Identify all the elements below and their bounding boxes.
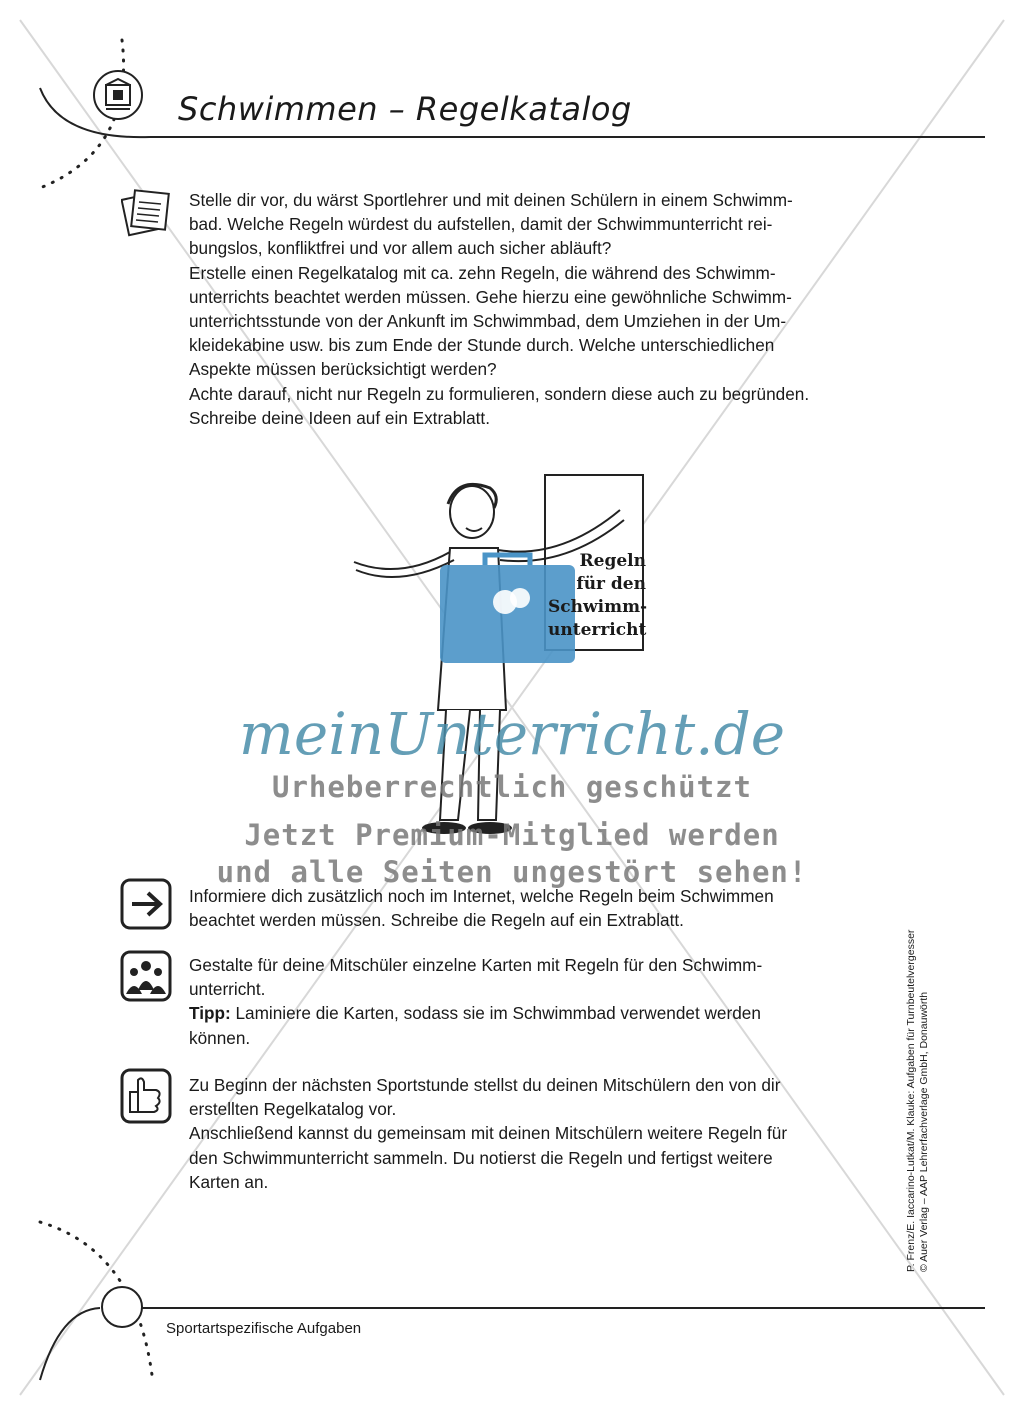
task-main-line: Stelle dir vor, du wärst Sportlehrer und mit deinen Schülern in einem Schwimm- (189, 190, 793, 210)
sign-text (548, 550, 646, 642)
task-main-line: unterrichtsstunde von der Ankunft im Schwimmbad, dem Umziehen in der Um- (189, 311, 787, 332)
worksheet-icon (121, 186, 173, 238)
credit-line: © Auer Verlag – AAP Lehrerfachverlage GmbH, Donauwörth (918, 991, 930, 1272)
copyright-credit (905, 929, 931, 1272)
task-present-line: erstellten Regelkatalog vor. (189, 1099, 397, 1120)
task-main-line: Erstelle einen Regelkatalog mit ca. zehn Regeln, die während des Schwimm- (189, 262, 776, 283)
task-main-line: unterrichts beachtet werden müssen. Gehe hierzu eine gewöhnliche Schwimm- (189, 286, 792, 307)
task-main-line: Achte darauf, nicht nur Regeln zu formulieren, sondern diese auch zu begründen. (189, 383, 810, 404)
sign-line: für den (576, 574, 646, 594)
task-cards-line: unterricht. (189, 979, 266, 1000)
tip-text: Laminiere die Karten, sodass sie im Schwimmbad verwendet werden (230, 1003, 761, 1024)
task-internet-line: Informiere dich zusätzlich noch im Internet, welche Regeln beim Schwimmen (189, 886, 774, 906)
arrow-right-icon (120, 878, 172, 930)
task-main-text (189, 188, 899, 430)
task-present-text (189, 1073, 879, 1194)
watermark-line: Jetzt Premium-Mitglied werden (244, 818, 780, 852)
task-cards-text (189, 953, 869, 1050)
task-cards-line: können. (189, 1027, 251, 1048)
group-icon (120, 950, 172, 1002)
tip-label: Tipp: (189, 1003, 231, 1024)
thumbs-up-icon (120, 1068, 172, 1124)
task-cards-line: Gestalte für deine Mitschüler einzelne Karten mit Regeln für den Schwimm- (189, 955, 763, 975)
task-internet-text (189, 884, 869, 932)
task-main-line: kleidekabine usw. bis zum Ende der Stunde durch. Welche unterschiedlichen (189, 335, 775, 356)
task-main-line: Aspekte müssen berücksichtigt werden? (189, 359, 497, 380)
page-title: Schwimmen – Regelkatalog (178, 90, 632, 128)
task-cards-tip (189, 1001, 869, 1025)
sign-line: unterricht (548, 620, 647, 640)
task-main-line: bad. Welche Regeln würdest du aufstellen, damit der Schwimmunterricht rei- (189, 214, 773, 235)
task-main-line: bungslos, konfliktfrei und vor allem auch sicher abläuft? (189, 238, 612, 259)
task-present-line: den Schwimmunterricht sammeln. Du notierst die Regeln und fertigst weitere (189, 1147, 773, 1168)
task-internet-line: beachtet werden müssen. Schreibe die Regeln auf ein Extrablatt. (189, 910, 684, 931)
lock-icon (100, 77, 136, 113)
task-present-line: Karten an. (189, 1171, 269, 1192)
watermark-line: Urheberrechtlich geschützt (272, 770, 752, 804)
sign-line: Schwimm- (548, 597, 648, 617)
task-present-line: Anschließend kannst du gemeinsam mit deinen Mitschülern weitere Regeln für (189, 1123, 788, 1144)
watermark-brand: meinUnterricht.de (238, 700, 786, 768)
footer-section-label: Sportartspezifische Aufgaben (166, 1320, 362, 1337)
credit-line: P. Frenz/E. Iaccarino-Lutkat/M. Klauke: Aufgaben für Turnbeutelvergesser (905, 929, 917, 1272)
task-present-line: Zu Beginn der nächsten Sportstunde stellst du deinen Mitschülern den von dir (189, 1075, 781, 1095)
watermark-line: und alle Seiten ungestört sehen! (216, 855, 808, 889)
sign-line: Regeln (579, 551, 646, 571)
task-main-line: Schreibe deine Ideen auf ein Extrablatt. (189, 407, 490, 428)
